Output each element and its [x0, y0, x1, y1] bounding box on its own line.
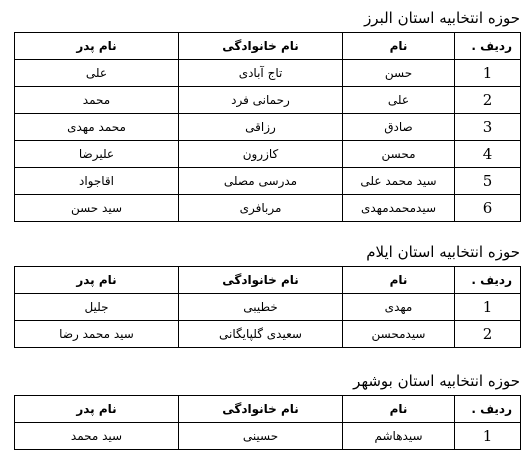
- table-row: [15, 60, 521, 87]
- section-alborz: [14, 8, 520, 222]
- table-row: [15, 423, 521, 450]
- cell-family: رحمانی فرد: [179, 87, 343, 114]
- header-row-number: ردیف .: [455, 33, 521, 60]
- cell-family: مربافری: [179, 195, 343, 222]
- cell-name: سیدمحمدمهدی: [343, 195, 455, 222]
- section-title: حوزه انتخابیه استان ایلام: [366, 243, 520, 261]
- cell-father: محمد: [15, 87, 179, 114]
- section-title: حوزه انتخابیه استان البرز: [364, 9, 520, 27]
- roster-table: [14, 266, 521, 348]
- header-name: نام: [343, 33, 455, 60]
- roster-table: [14, 32, 521, 222]
- section-title: حوزه انتخابیه استان بوشهر: [353, 372, 520, 390]
- cell-father: سید حسن: [15, 195, 179, 222]
- header-family: نام خانوادگی: [179, 396, 343, 423]
- table-row: [15, 87, 521, 114]
- table-row: [15, 168, 521, 195]
- header-row: [15, 267, 521, 294]
- cell-father: علی: [15, 60, 179, 87]
- cell-name: حسن: [343, 60, 455, 87]
- cell-number: 1: [455, 423, 521, 450]
- cell-father: علیرضا: [15, 141, 179, 168]
- cell-number: 2: [455, 321, 521, 348]
- cell-number: 5: [455, 168, 521, 195]
- cell-name: محسن: [343, 141, 455, 168]
- table-row: [15, 294, 521, 321]
- cell-father: اقاجواد: [15, 168, 179, 195]
- cell-family: خطیبی: [179, 294, 343, 321]
- section-ilam: [14, 242, 520, 348]
- cell-father: محمد مهدی: [15, 114, 179, 141]
- cell-family: حسینی: [179, 423, 343, 450]
- cell-family: رزاقی: [179, 114, 343, 141]
- cell-number: 1: [455, 60, 521, 87]
- header-row-number: ردیف .: [455, 267, 521, 294]
- cell-name: علی: [343, 87, 455, 114]
- header-row: [15, 33, 521, 60]
- header-family: نام خانوادگی: [179, 267, 343, 294]
- cell-family: تاج آبادی: [179, 60, 343, 87]
- cell-name: صادق: [343, 114, 455, 141]
- header-row: [15, 396, 521, 423]
- header-row-number: ردیف .: [455, 396, 521, 423]
- cell-father: جلیل: [15, 294, 179, 321]
- roster-table: [14, 395, 521, 450]
- header-name: نام: [343, 396, 455, 423]
- cell-family: مدرسی مصلی: [179, 168, 343, 195]
- cell-number: 2: [455, 87, 521, 114]
- table-row: [15, 114, 521, 141]
- header-father: نام پدر: [15, 396, 179, 423]
- cell-number: 6: [455, 195, 521, 222]
- section-bushehr: [14, 371, 520, 450]
- table-row: [15, 321, 521, 348]
- header-name: نام: [343, 267, 455, 294]
- header-father: نام پدر: [15, 33, 179, 60]
- header-family: نام خانوادگی: [179, 33, 343, 60]
- cell-name: سیدهاشم: [343, 423, 455, 450]
- cell-name: سیدمحسن: [343, 321, 455, 348]
- table-row: [15, 195, 521, 222]
- cell-number: 4: [455, 141, 521, 168]
- cell-name: سید محمد علی: [343, 168, 455, 195]
- header-father: نام پدر: [15, 267, 179, 294]
- cell-father: سید محمد: [15, 423, 179, 450]
- cell-name: مهدی: [343, 294, 455, 321]
- cell-number: 1: [455, 294, 521, 321]
- table-row: [15, 141, 521, 168]
- cell-father: سید محمد رضا: [15, 321, 179, 348]
- cell-family: کازرون: [179, 141, 343, 168]
- cell-number: 3: [455, 114, 521, 141]
- cell-family: سعیدی گلپایگانی: [179, 321, 343, 348]
